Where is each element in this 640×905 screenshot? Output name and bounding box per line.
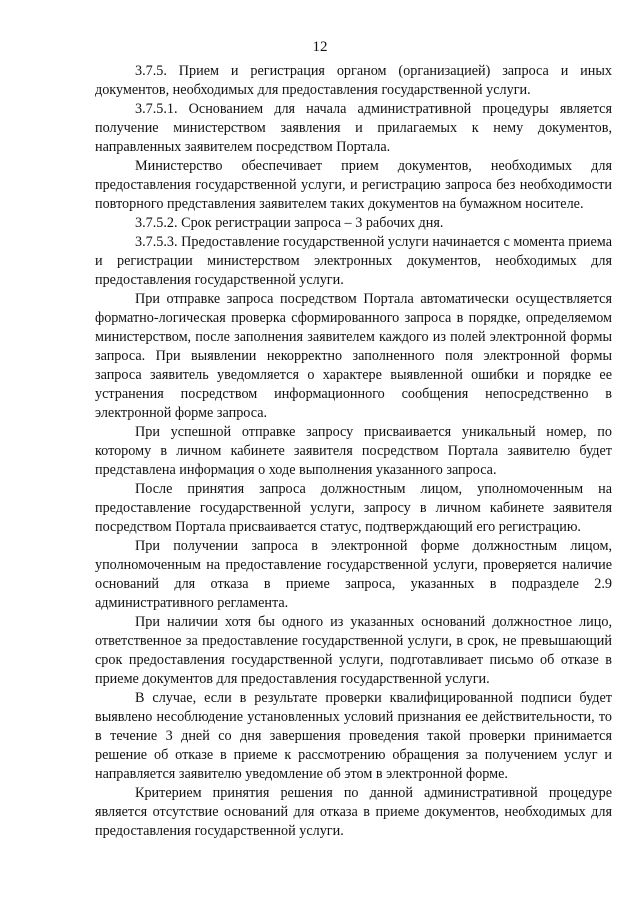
paragraph-3-7-5: 3.7.5. Прием и регистрация органом (организацией) запроса и иных документов, необходимых для предоставления государственной услуги. xyxy=(95,63,612,98)
paragraph-grounds-check: При получении запроса в электронной форме должностным лицом, уполномоченным на предоставление государственной услуги, проверяется наличие оснований для отказа в приеме запроса, указанных в подразделе 2.9 административного регламента. xyxy=(95,538,612,611)
document-body xyxy=(95,62,612,841)
paragraph-refusal-letter: При наличии хотя бы одного из указанных оснований должностное лицо, ответственное за предоставление государственной услуги, в срок, не превышающий срок предоставления государственной услуги, подготавливает письмо об отказе в приеме документов для предоставления государственной услуги. xyxy=(95,614,612,687)
paragraph-ministry-receipt: Министерство обеспечивает прием документов, необходимых для предоставления государственной услуги, и регистрацию запроса без необходимости повторного представления заявителем таких документов на бумажном носителе. xyxy=(95,158,612,212)
paragraph-decision-criterion: Критерием принятия решения по данной административной процедуре является отсутствие оснований для отказа в приеме документов, необходимых для предоставления государственной услуги. xyxy=(95,785,612,839)
paragraph-3-7-5-2: 3.7.5.2. Срок регистрации запроса – 3 рабочих дня. xyxy=(135,215,444,231)
paragraph-signature-check: В случае, если в результате проверки квалифицированной подписи будет выявлено несоблюдение установленных условий признания ее действительности, то в течение 3 дней со дня завершения проведения такой проверки принимается решение об отказе в приеме к рассмотрению обращения за получением услуг и направляется заявителю уведомление об этом в электронной форме. xyxy=(95,690,612,782)
page-number: 12 xyxy=(312,39,328,55)
paragraph-portal-check: При отправке запроса посредством Портала автоматически осуществляется форматно-логическая проверка сформированного запроса в порядке, определяемом министерством, после заполнения заявителем каждого из полей электронной формы запроса. При выявлении некорректно заполненного поля электронной формы запроса заявитель уведомляется о характере выявленной ошибки и порядке ее устранения посредством информационного сообщения непосредственно в электронной форме запроса. xyxy=(95,291,612,421)
paragraph-3-7-5-3: 3.7.5.3. Предоставление государственной услуги начинается с момента приема и регистрации министерством электронных документов, необходимых для предоставления государственной услуги. xyxy=(95,234,612,288)
paragraph-3-7-5-1: 3.7.5.1. Основанием для начала административной процедуры является получение министерством заявления и прилагаемых к нему документов, направленных заявителем посредством Портала. xyxy=(95,101,612,155)
paragraph-status-assigned: После принятия запроса должностным лицом, уполномоченным на предоставление государственной услуги, запросу в личном кабинете заявителя посредством Портала присваивается статус, подтверждающий его регистрацию. xyxy=(95,481,612,535)
paragraph-unique-number: При успешной отправке запросу присваивается уникальный номер, по которому в личном кабинете заявителя посредством Портала заявителю будет представлена информация о ходе выполнения указанного запроса. xyxy=(95,424,612,478)
